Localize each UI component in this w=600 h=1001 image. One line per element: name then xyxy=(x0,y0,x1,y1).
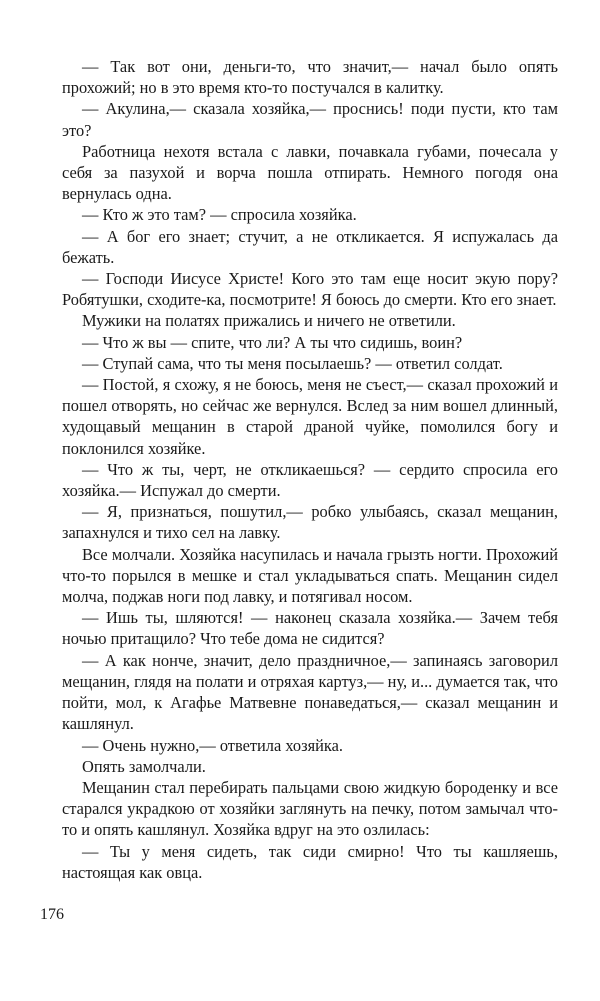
paragraph: — А бог его знает; стучит, а не откликается. Я испужалась да бежать. xyxy=(62,226,558,267)
paragraph: Мужики на полатях прижались и ничего не ответили. xyxy=(82,311,456,331)
paragraph: Работница нехотя встала с лавки, почавкала губами, почесала у себя за пазухой и ворча пошла отпирать. Немного погодя она вернулась одна. xyxy=(62,141,558,204)
paragraph: — Ты у меня сидеть, так сиди смирно! Что ты кашляешь, настоящая как овца. xyxy=(62,841,558,882)
page-body xyxy=(62,56,558,883)
paragraph: — Очень нужно,— ответила хозяйка. xyxy=(82,735,344,755)
paragraph: — Постой, я схожу, я не боюсь, меня не съест,— сказал прохожий и пошел отворять, но сейчас же вернулся. Вслед за ним вошел длинный, худощавый мещанин в старой драной чуйке, помолился богу и поклонился хозяйке. xyxy=(62,375,558,458)
paragraph: — Что ж ты, черт, не откликаешься? — сердито спросила его хозяйка.— Испужал до смерти. xyxy=(62,459,558,501)
paragraph: — Акулина,— сказала хозяйка,— проснись! поди пусти, кто там это? xyxy=(62,99,558,140)
paragraph: — Ишь ты, шляются! — наконец сказала хозяйка.— Зачем тебя ночью притащило? Что тебе дома не сидится? xyxy=(62,608,558,649)
page-number: 176 xyxy=(40,906,64,923)
paragraph: — Так вот они, деньги-то, что значит,— начал было опять прохожий; но в это время кто-то постучался в калитку. xyxy=(62,57,558,98)
paragraph: — Кто ж это там? — спросила хозяйка. xyxy=(82,205,357,225)
paragraph: — Я, признаться, пошутил,— робко улыбаясь, сказал мещанин, запахнулся и тихо сел на лавку. xyxy=(62,502,558,543)
paragraph: — Что ж вы — спите, что ли? А ты что сидишь, воин? xyxy=(82,332,463,352)
paragraph: — Ступай сама, что ты меня посылаешь? — ответил солдат. xyxy=(82,353,503,373)
paragraph: Мещанин стал перебирать пальцами свою жидкую бороденку и все старался украдкою от хозяйки заглянуть на печку, потом замычал что-то и опять кашлянул. Хозяйка вдруг на это озлилась: xyxy=(62,777,558,840)
paragraph: — Господи Иисусе Христе! Кого это там еще носит экую пору? Робятушки, сходите-ка, посмотрите! Я боюсь до смерти. Кто его знает. xyxy=(62,269,558,310)
paragraph: Опять замолчали. xyxy=(82,756,206,776)
paragraph: — А как нонче, значит, дело праздничное,— запинаясь заговорил мещанин, глядя на полати и отряхая картуз,— ну, и... думается так, что пойти, мол, к Агафье Матвевне понаведаться,— сказал мещанин и кашлянул. xyxy=(62,650,558,734)
paragraph: Все молчали. Хозяйка насупилась и начала грызть ногти. Прохожий что-то порылся в мешке и стал укладываться спать. Мещанин сидел молча, поджав ноги под лавку, и потягивал носом. xyxy=(62,544,558,607)
